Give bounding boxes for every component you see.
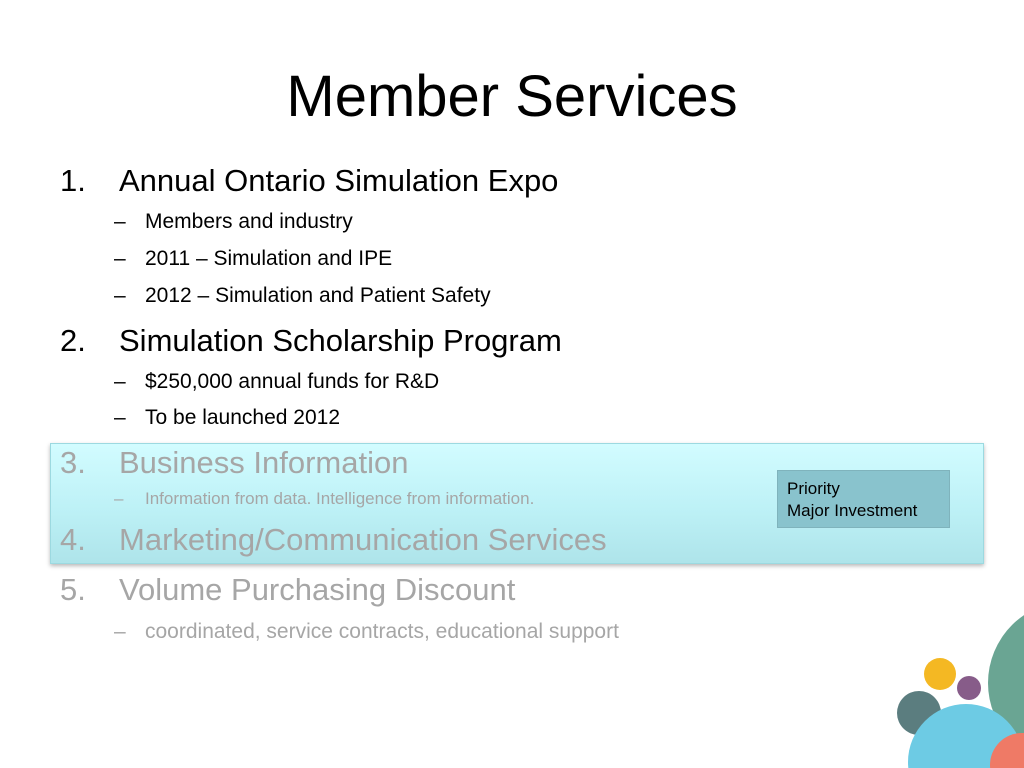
dash-bullet: – (114, 247, 126, 270)
slide-title: Member Services (286, 64, 738, 129)
list-number: 1. (60, 163, 86, 198)
dash-bullet: – (114, 284, 126, 307)
list-label: Simulation Scholarship Program (119, 323, 562, 358)
dash-bullet: – (114, 406, 126, 429)
sub-item-label: To be launched 2012 (145, 406, 340, 429)
list-number: 4. (60, 522, 86, 557)
list-number: 3. (60, 445, 86, 480)
list-label: Volume Purchasing Discount (119, 572, 516, 607)
sub-item-label: coordinated, service contracts, educational support (145, 620, 619, 643)
dash-bullet: – (114, 489, 124, 508)
callout-line-1: Priority (787, 479, 840, 498)
list-number: 2. (60, 323, 86, 358)
dash-bullet: – (114, 210, 126, 233)
callout-line-2: Major Investment (787, 501, 918, 520)
dash-bullet: – (114, 620, 126, 643)
yellow-circle (924, 658, 956, 690)
sub-item-label: Information from data. Intelligence from information. (145, 489, 535, 508)
list-label: Marketing/Communication Services (119, 522, 607, 557)
dash-bullet: – (114, 370, 126, 393)
sub-item-label: 2012 – Simulation and Patient Safety (145, 284, 491, 307)
purple-circle (957, 676, 981, 700)
list-number: 5. (60, 572, 86, 607)
list-label: Annual Ontario Simulation Expo (119, 163, 559, 198)
sub-item-label: 2011 – Simulation and IPE (145, 247, 393, 270)
sub-item-label: Members and industry (145, 210, 353, 233)
sub-item-label: $250,000 annual funds for R&D (145, 370, 440, 393)
list-label: Business Information (119, 445, 409, 480)
